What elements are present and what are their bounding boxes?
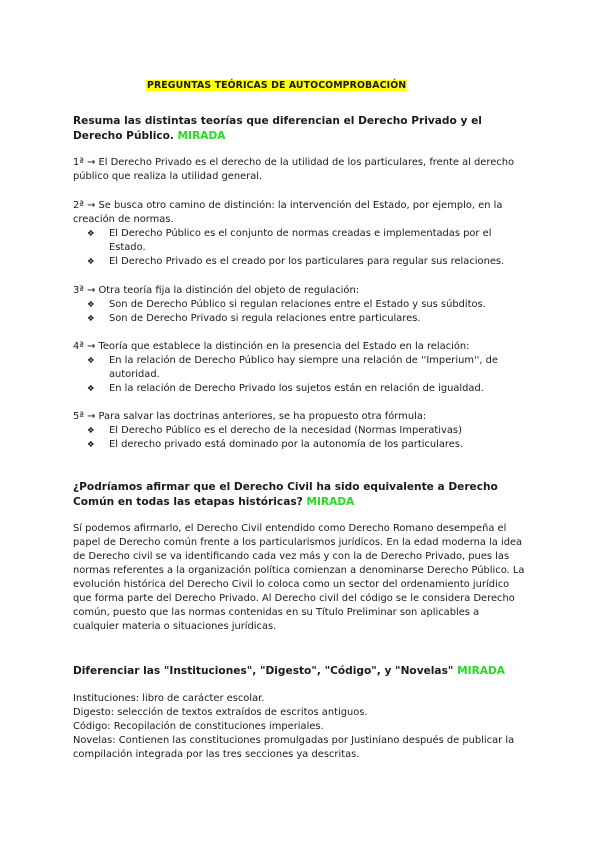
bullet-text: El Derecho Público es el derecho de la necesidad (Normas Imperativas) <box>109 425 462 436</box>
theory-5-bullet-1 <box>87 424 527 438</box>
bullet-text: El derecho privado está dominado por la autonomía de los particulares. <box>109 439 464 450</box>
document-title <box>146 73 407 92</box>
diamond-bullet-icon: ❖ <box>87 257 95 267</box>
diamond-bullet-icon: ❖ <box>87 440 95 450</box>
bullet-text: El Derecho Público es el conjunto de normas creadas e implementadas por el Estado. <box>109 228 492 253</box>
theory-3-bullet-1 <box>87 298 527 312</box>
diamond-bullet-icon: ❖ <box>87 384 95 394</box>
theory-1: 1ª → El Derecho Privado es el derecho de la utilidad de los particulares, frente al derecho público que realiza la utilidad general. <box>73 157 514 182</box>
bullet-text: En la relación de Derecho Público hay siempre una relación de ''Imperium'', de autoridad. <box>109 355 499 380</box>
definition-novelas: Novelas: Contienen las constituciones promulgadas por Justiniano después de publicar la compilación integrada por las tres secciones ya descritas. <box>73 735 515 760</box>
theory-4: 4ª → Teoría que establece la distinción en la presencia del Estado en la relación: <box>73 341 470 352</box>
mirada-link-1[interactable]: MIRADA <box>177 130 226 142</box>
mirada-link-2[interactable]: MIRADA <box>306 496 355 508</box>
theory-2-bullet-1 <box>87 227 527 255</box>
theory-2-bullet-2 <box>87 255 527 269</box>
question-3 <box>73 664 528 679</box>
theory-5-bullet-2 <box>87 438 527 452</box>
question-2 <box>73 480 528 510</box>
theory-2: 2ª → Se busca otro camino de distinción: la intervención del Estado, por ejemplo, en la creación de normas. <box>73 200 503 225</box>
definition-codigo: Código: Recopilación de constituciones imperiales. <box>73 721 324 732</box>
definition-instituciones: Instituciones: libro de carácter escolar. <box>73 693 265 704</box>
question-1-text: Resuma las distintas teorías que diferencian el Derecho Privado y el Derecho Público. <box>73 115 482 142</box>
question-1 <box>73 114 528 144</box>
theory-3: 3ª → Otra teoría fija la distinción del objeto de regulación: <box>73 285 360 296</box>
diamond-bullet-icon: ❖ <box>87 229 95 239</box>
title-text: PREGUNTAS TEÓRICAS DE AUTOCOMPROBACIÓN <box>147 80 407 91</box>
answer-2: Sí podemos afirmarlo, el Derecho Civil entendido como Derecho Romano desempeña el papel de Derecho común frente a los particularismos jurídicos. En la edad moderna la idea de Derecho civil se va identificando cada vez más y con la de Derecho Privado, pues las normas referentes a la organización política comienzan a denominarse Derecho Público. La evolución histórica del Derecho Civil lo coloca como un sector del ordenamiento jurídico que forma parte del Derecho Privado. Al Derecho civil del código se le considera Derecho común, puesto que las normas contenidas en su Título Preliminar son aplicables a cualquier materia o situaciones jurídicas. <box>73 523 525 632</box>
bullet-text: Son de Derecho Privado si regula relaciones entre particulares. <box>109 313 421 324</box>
definition-digesto: Digesto: selección de textos extraídos de escritos antiguos. <box>73 707 368 718</box>
diamond-bullet-icon: ❖ <box>87 426 95 436</box>
bullet-text: En la relación de Derecho Privado los sujetos están en relación de igualdad. <box>109 383 484 394</box>
diamond-bullet-icon: ❖ <box>87 314 95 324</box>
question-2-text: ¿Podríamos afirmar que el Derecho Civil ha sido equivalente a Derecho Común en todas las etapas históricas? <box>73 481 498 508</box>
bullet-text: El Derecho Privado es el creado por los particulares para regular sus relaciones. <box>109 256 505 267</box>
diamond-bullet-icon: ❖ <box>87 300 95 310</box>
theory-4-bullet-2 <box>87 382 527 396</box>
bullet-text: Son de Derecho Público si regulan relaciones entre el Estado y sus súbditos. <box>109 299 486 310</box>
mirada-link-3[interactable]: MIRADA <box>457 665 505 677</box>
theory-5: 5ª → Para salvar las doctrinas anteriores, se ha propuesto otra fórmula: <box>73 411 427 422</box>
question-3-text: Diferenciar las "Instituciones", "Digesto", "Código", y "Novelas" <box>73 665 454 677</box>
theory-4-bullet-1 <box>87 354 527 382</box>
theory-3-bullet-2 <box>87 312 527 326</box>
diamond-bullet-icon: ❖ <box>87 356 95 366</box>
